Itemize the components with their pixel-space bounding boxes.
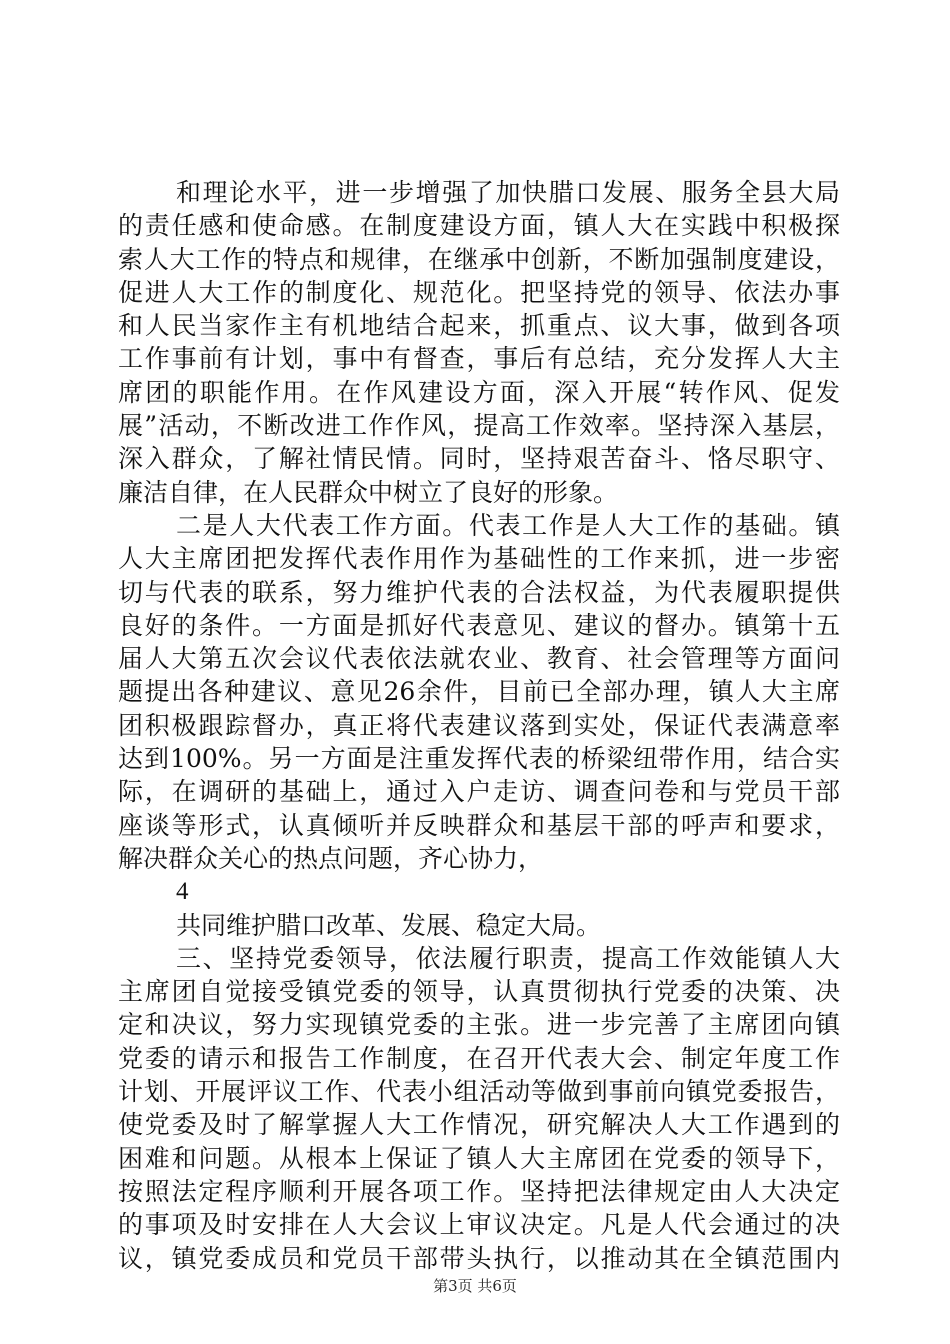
text-line: 切与代表的联系，努力维护代表的合法权益，为代表履职提供 — [118, 577, 840, 607]
text-line: 困难和问题。从根本上保证了镇人大主席团在党委的领导下， — [118, 1143, 840, 1173]
text-line: 团积极跟踪督办，真正将代表建议落到实处，保证代表满意率 — [118, 710, 840, 740]
text-line: 和人民当家作主有机地结合起来，抓重点、议大事，做到各项 — [118, 311, 840, 341]
page-number-label: 第3页 共6页 — [433, 1277, 517, 1295]
text-line: 促进人大工作的制度化、规范化。把坚持党的领导、依法办事 — [118, 277, 840, 307]
text-line: 届人大第五次会议代表依法就农业、教育、社会管理等方面问 — [118, 644, 840, 674]
text-line: 的事项及时安排在人大会议上审议决定。凡是人代会通过的决 — [118, 1210, 840, 1240]
text-line: 达到100%。另一方面是注重发挥代表的桥梁纽带作用，结合实 — [118, 744, 840, 774]
text-line: 共同维护腊口改革、发展、稳定大局。 — [176, 910, 602, 940]
text-line: 定和决议，努力实现镇党委的主张。进一步完善了主席团向镇 — [118, 1010, 840, 1040]
text-line: 主席团自觉接受镇党委的领导，认真贯彻执行党委的决策、决 — [118, 977, 840, 1007]
text-line: 使党委及时了解掌握人大工作情况，研究解决人大工作遇到的 — [118, 1110, 840, 1140]
document-body — [118, 176, 840, 1275]
inline-page-number: 4 — [176, 878, 189, 906]
text-line: 的责任感和使命感。在制度建设方面，镇人大在实践中积极探 — [118, 211, 840, 241]
page-footer — [0, 1276, 950, 1296]
text-line: 党委的请示和报告工作制度，在召开代表大会、制定年度工作 — [118, 1043, 840, 1073]
text-line: 议，镇党委成员和党员干部带头执行，以推动其在全镇范围内 — [118, 1243, 840, 1273]
text-line: 和理论水平，进一步增强了加快腊口发展、服务全县大局 — [176, 178, 840, 207]
text-line: 廉洁自律，在人民群众中树立了良好的形象。 — [118, 477, 619, 507]
text-line: 展”活动，不断改进工作作风，提高工作效率。坚持深入基层， — [118, 411, 840, 441]
text-line: 工作事前有计划，事中有督查，事后有总结，充分发挥人大主 — [118, 344, 840, 374]
text-line: 按照法定程序顺利开展各项工作。坚持把法律规定由人大决定 — [118, 1176, 840, 1206]
text-line: 人大主席团把发挥代表作用作为基础性的工作来抓，进一步密 — [118, 544, 840, 574]
text-line: 题提出各种建议、意见26余件，目前已全部办理，镇人大主席 — [118, 677, 840, 707]
text-line: 席团的职能作用。在作风建设方面，深入开展“转作风、促发 — [118, 377, 840, 407]
text-line: 计划、开展评议工作、代表小组活动等做到事前向镇党委报告， — [118, 1077, 840, 1107]
text-line: 二是人大代表工作方面。代表工作是人大工作的基础。镇 — [176, 510, 840, 540]
text-line: 座谈等形式，认真倾听并反映群众和基层干部的呼声和要求， — [118, 810, 840, 840]
text-line: 索人大工作的特点和规律，在继承中创新，不断加强制度建设， — [118, 244, 840, 274]
text-line: 深入群众，了解社情民情。同时，坚持艰苦奋斗、恪尽职守、 — [118, 444, 840, 474]
text-line: 际，在调研的基础上，通过入户走访、调查问卷和与党员干部 — [118, 777, 840, 807]
text-line: 良好的条件。一方面是抓好代表意见、建议的督办。镇第十五 — [118, 610, 840, 640]
text-line: 三、坚持党委领导，依法履行职责，提高工作效能镇人大 — [176, 943, 840, 973]
text-line: 解决群众关心的热点问题，齐心协力， — [118, 843, 544, 873]
